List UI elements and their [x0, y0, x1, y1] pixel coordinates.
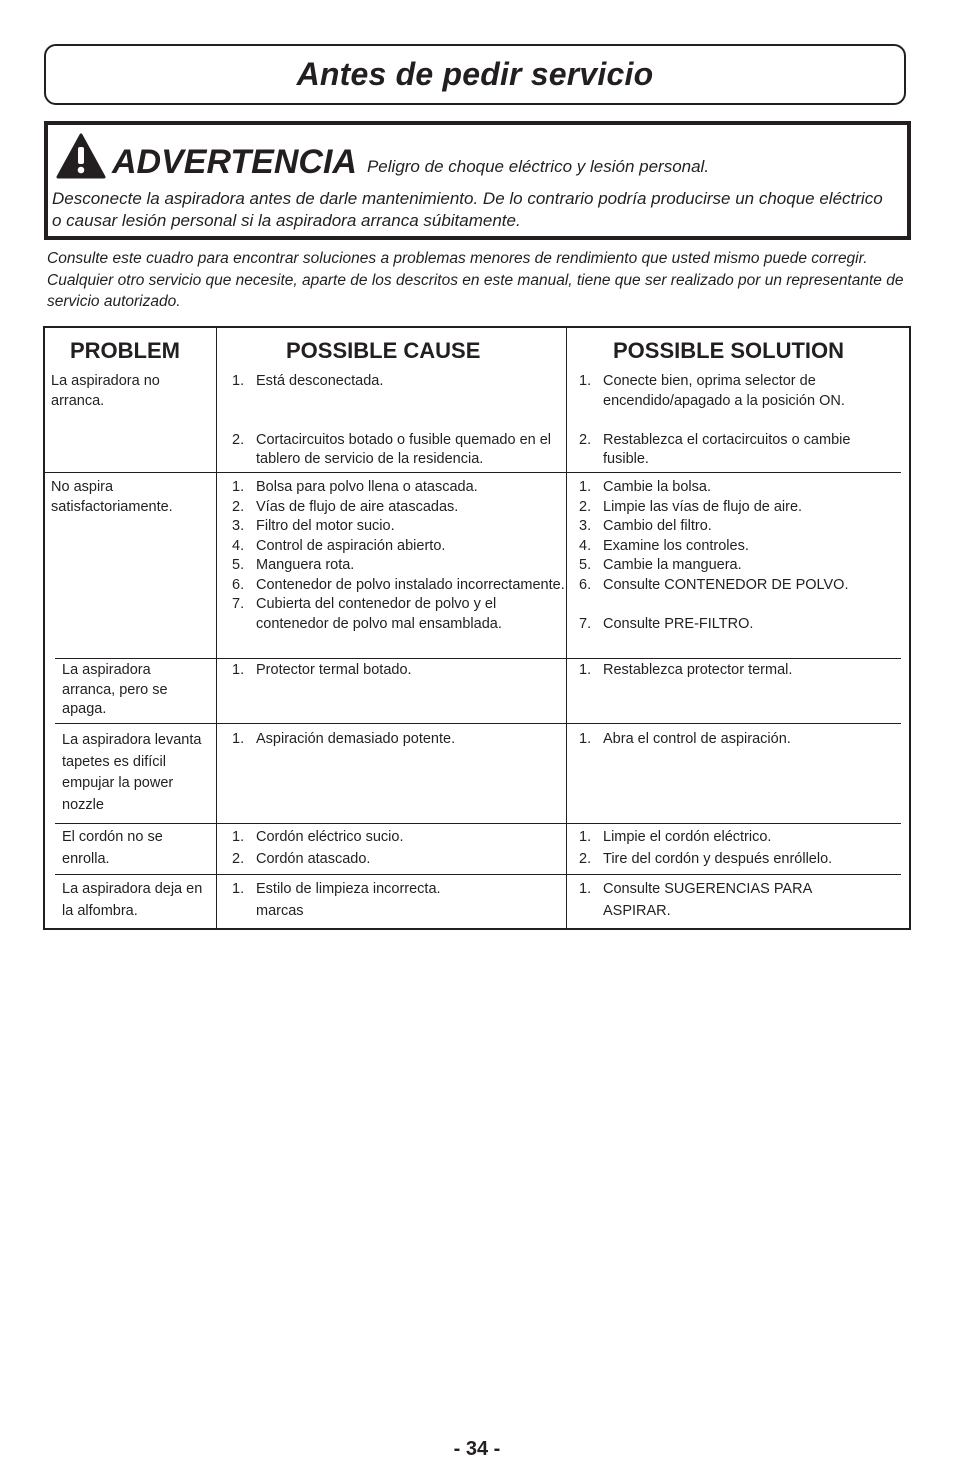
list-item [579, 556, 897, 576]
item-text: Control de aspiración abierto. [256, 537, 446, 554]
item-number: 1. [232, 662, 245, 678]
list-item [232, 537, 566, 557]
item-text: Conecte bien, oprima selector de encendido/apagado a la posición ON. [603, 373, 845, 409]
item-number: 7. [232, 596, 245, 612]
item-number: 7. [579, 615, 592, 632]
solution-cell [579, 730, 897, 750]
item-number: 6. [579, 576, 592, 593]
problem-cell: No aspira satisfactoriamente. [51, 479, 173, 515]
item-number: 5. [579, 557, 592, 573]
list-item [579, 431, 897, 470]
item-number: 6. [232, 576, 245, 593]
list-item [232, 730, 566, 750]
item-text: Está desconectada. [256, 373, 384, 389]
row-divider [55, 723, 901, 724]
list-item [579, 730, 897, 750]
list-item [232, 478, 566, 498]
header-problem: PROBLEM [70, 338, 180, 363]
row-divider [55, 874, 901, 875]
item-number: 1. [579, 731, 592, 747]
list-item [232, 556, 566, 576]
item-text: Examine los controles. [603, 537, 749, 554]
item-text: Vías de flujo de aire atascadas. [256, 498, 459, 515]
list-item [579, 848, 897, 870]
list-item [232, 595, 566, 634]
title-box [44, 44, 906, 105]
list-item [579, 661, 897, 681]
item-text: Cordón atascado. [256, 851, 371, 867]
problem-cell: La aspiradora deja en la alfombra. [62, 881, 203, 919]
item-number: 2. [232, 851, 245, 867]
item-number: 4. [232, 537, 245, 554]
item-text: Restablezca el cortacircuitos o cambie fusible. [603, 431, 851, 467]
list-item [579, 372, 897, 411]
item-text: Limpie las vías de flujo de aire. [603, 498, 803, 515]
header-possible-cause: POSSIBLE CAUSE [286, 338, 481, 363]
troubleshooting-table [43, 326, 911, 930]
column-divider [216, 328, 217, 928]
list-item [232, 498, 566, 518]
item-text: Cambie la bolsa. [603, 479, 711, 495]
warning-heading: ADVERTENCIA [112, 143, 357, 181]
item-text: Manguera rota. [256, 557, 355, 573]
item-number: 1. [232, 881, 245, 897]
list-item [579, 498, 897, 518]
item-text: Cubierta del contenedor de polvo y el contenedor de polvo mal ensamblada. [256, 596, 502, 632]
row-divider [45, 472, 901, 473]
list-item [579, 537, 897, 557]
item-text: Cambie la manguera. [603, 557, 742, 573]
problem-cell: La aspiradora arranca, pero se apaga. [62, 662, 168, 717]
solution-cell [579, 878, 869, 922]
item-number: 2. [579, 851, 592, 867]
row-divider [55, 823, 901, 824]
item-number: 1. [579, 829, 592, 845]
problem-cell: La aspiradora levanta tapetes es difícil empujar la power nozzle [62, 732, 202, 813]
list-item [579, 478, 897, 498]
item-text: Cordón eléctrico sucio. [256, 829, 404, 845]
list-item [232, 848, 566, 870]
list-item [579, 517, 897, 537]
item-number: 1. [232, 373, 245, 389]
list-item [579, 576, 897, 596]
column-divider [566, 328, 567, 928]
item-number: 1. [232, 479, 245, 495]
list-item [579, 878, 869, 922]
cause-cell [232, 661, 566, 681]
item-number: 5. [232, 557, 245, 573]
item-text: Protector termal botado. [256, 662, 412, 678]
item-number: 2. [232, 431, 245, 448]
item-text: Tire del cordón y después enróllelo. [603, 851, 833, 867]
item-text: Filtro del motor sucio. [256, 518, 395, 534]
item-number: 1. [579, 373, 592, 389]
header-possible-solution: POSSIBLE SOLUTION [613, 338, 845, 363]
item-number: 1. [232, 829, 245, 845]
cause-cell [232, 730, 566, 750]
page-number: - 34 - [453, 1438, 501, 1460]
item-text: Cortacircuitos botado o fusible quemado en el tablero de servicio de la residencia. [256, 431, 552, 467]
item-number: 3. [579, 518, 592, 534]
list-item [232, 878, 472, 922]
problem-cell: El cordón no se enrolla. [62, 829, 163, 867]
problem-cell: La aspiradora no arranca. [51, 373, 160, 409]
page-title: Antes de pedir servicio [296, 56, 654, 92]
list-item [232, 576, 566, 596]
cause-cell [232, 826, 566, 870]
item-number: 1. [579, 881, 592, 897]
item-number: 1. [579, 662, 592, 678]
item-text: Abra el control de aspiración. [603, 731, 791, 747]
item-number: 2. [579, 431, 592, 448]
row-divider [55, 658, 901, 659]
item-text: Cambio del filtro. [603, 518, 712, 534]
solution-cell [579, 826, 897, 870]
solution-cell [579, 478, 897, 634]
item-number: 1. [579, 479, 592, 495]
intro-text: Consulte este cuadro para encontrar soluciones a problemas menores de rendimiento que usted mismo puede corregir. Cualquier otro servicio que necesite, aparte de los descritos en este manual, tiene que ser realizado por un representante de servicio autorizado. [47, 250, 904, 310]
list-item [232, 826, 566, 848]
solution-cell [579, 372, 897, 470]
warning-triangle-icon [56, 133, 106, 179]
warning-box [44, 121, 911, 240]
item-number: 2. [232, 498, 245, 515]
cause-cell [232, 878, 472, 922]
warning-subheading: Peligro de choque eléctrico y lesión personal. [366, 157, 710, 176]
item-text: Limpie el cordón eléctrico. [603, 829, 772, 845]
warning-header [56, 133, 709, 179]
item-text: Consulte PRE-FILTRO. [603, 615, 754, 632]
list-item [232, 661, 566, 681]
item-text: Contenedor de polvo instalado incorrectamente. [256, 576, 565, 593]
item-text: Consulte CONTENEDOR DE POLVO. [603, 576, 849, 593]
list-item [232, 372, 566, 392]
list-item [579, 615, 897, 635]
item-text: Aspiración demasiado potente. [256, 731, 456, 747]
item-text: Bolsa para polvo llena o atascada. [256, 479, 478, 495]
item-number: 4. [579, 537, 592, 554]
item-number: 3. [232, 518, 245, 534]
list-item [232, 517, 566, 537]
cause-cell [232, 372, 566, 470]
item-text: Consulte SUGERENCIAS PARA ASPIRAR. [603, 881, 812, 919]
warning-body: Desconecte la aspiradora antes de darle mantenimiento. De lo contrario podría producirse un choque eléctrico o causar lesión personal si la aspiradora arranca súbitamente. [52, 189, 883, 230]
item-number: 2. [579, 498, 592, 515]
list-item [232, 431, 566, 470]
item-text: Estilo de limpieza incorrecta. marcas [256, 881, 441, 919]
item-text: Restablezca protector termal. [603, 662, 793, 678]
cause-cell [232, 478, 566, 634]
solution-cell [579, 661, 897, 681]
list-item [579, 826, 897, 848]
item-number: 1. [232, 731, 245, 747]
